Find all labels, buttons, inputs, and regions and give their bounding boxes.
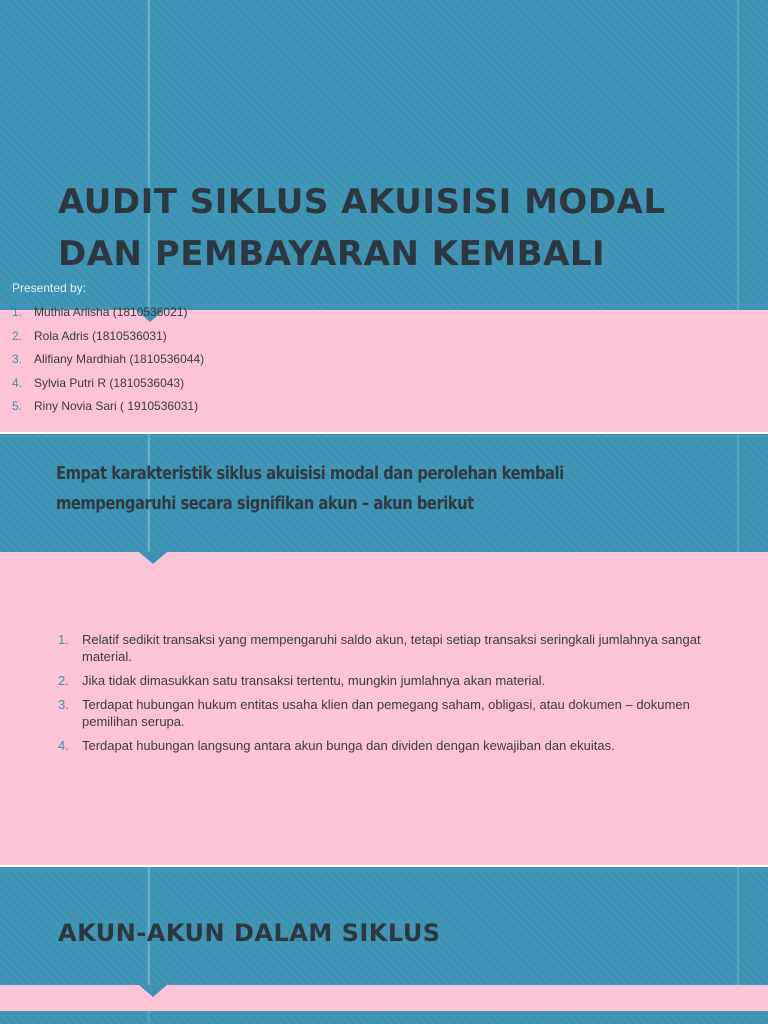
presenter-number: 5. (12, 399, 23, 413)
presenter-name: Riny Novia Sari ( 1910536031) (34, 399, 199, 413)
presenter-item (12, 351, 412, 375)
presenter-name: Sylvia Putri R (1810536043) (34, 375, 185, 390)
presenter-name: Alifiany Mardhiah (1810536044) (34, 352, 205, 366)
list-item (58, 672, 706, 689)
presenter-number: 1. (12, 305, 23, 319)
list-text: Terdapat hubungan hukum entitas usaha klien dan pemegang saham, obligasi, atau dokumen – dokumen pemilihan serupa. (82, 697, 690, 729)
list-item (58, 696, 706, 730)
slide-3-bottom-band (0, 1011, 768, 1024)
list-text: Relatif sedikit transaksi yang mempengaruhi saldo akun, tetapi setiap transaksi seringkali jumlahnya sangat material. (82, 632, 701, 664)
slide-3-content-band (0, 985, 768, 1011)
list-number: 4. (58, 738, 69, 753)
list-text: Terdapat hubungan langsung antara akun bunga dan dividen dengan kewajiban dan ekuitas. (82, 738, 615, 753)
slide-1-title: AUDIT SIKLUS AKUISISI MODAL DAN PEMBAYARAN KEMBALI (58, 182, 666, 274)
list-text: Jika tidak dimasukkan satu transaksi tertentu, mungkin jumlahnya akan material. (82, 673, 546, 688)
presenter-number: 3. (12, 352, 23, 366)
presenter-number: 4. (12, 375, 23, 390)
presenter-item (12, 398, 412, 422)
slide-3-title: AKUN-AKUN DALAM SIKLUS (58, 919, 441, 947)
presenter-list (12, 304, 412, 422)
slide-3-notch (139, 985, 167, 997)
presenter-name: Rola Adris (1810536031) (34, 328, 167, 343)
presented-by-label: Presented by: (12, 281, 87, 295)
presenter-item (12, 304, 412, 328)
slide-3 (0, 867, 768, 1024)
slide-1 (0, 0, 768, 432)
list-number: 1. (58, 632, 69, 647)
list-number: 2. (58, 673, 69, 688)
presenter-item (12, 375, 412, 399)
slide-2-notch (139, 552, 167, 564)
list-item (58, 737, 706, 754)
presenter-name: Muthia Arlisha (1810536021) (34, 305, 188, 319)
slide-2 (0, 434, 768, 865)
list-item (58, 631, 706, 665)
characteristics-list (58, 631, 706, 761)
presenter-number: 2. (12, 328, 23, 343)
slide-2-heading: Empat karakteristik siklus akuisisi modal dan perolehan kembali mempengaruhi secara signifikan akun – akun berikut (56, 463, 564, 514)
list-number: 3. (58, 697, 69, 712)
presenter-item (12, 328, 412, 352)
